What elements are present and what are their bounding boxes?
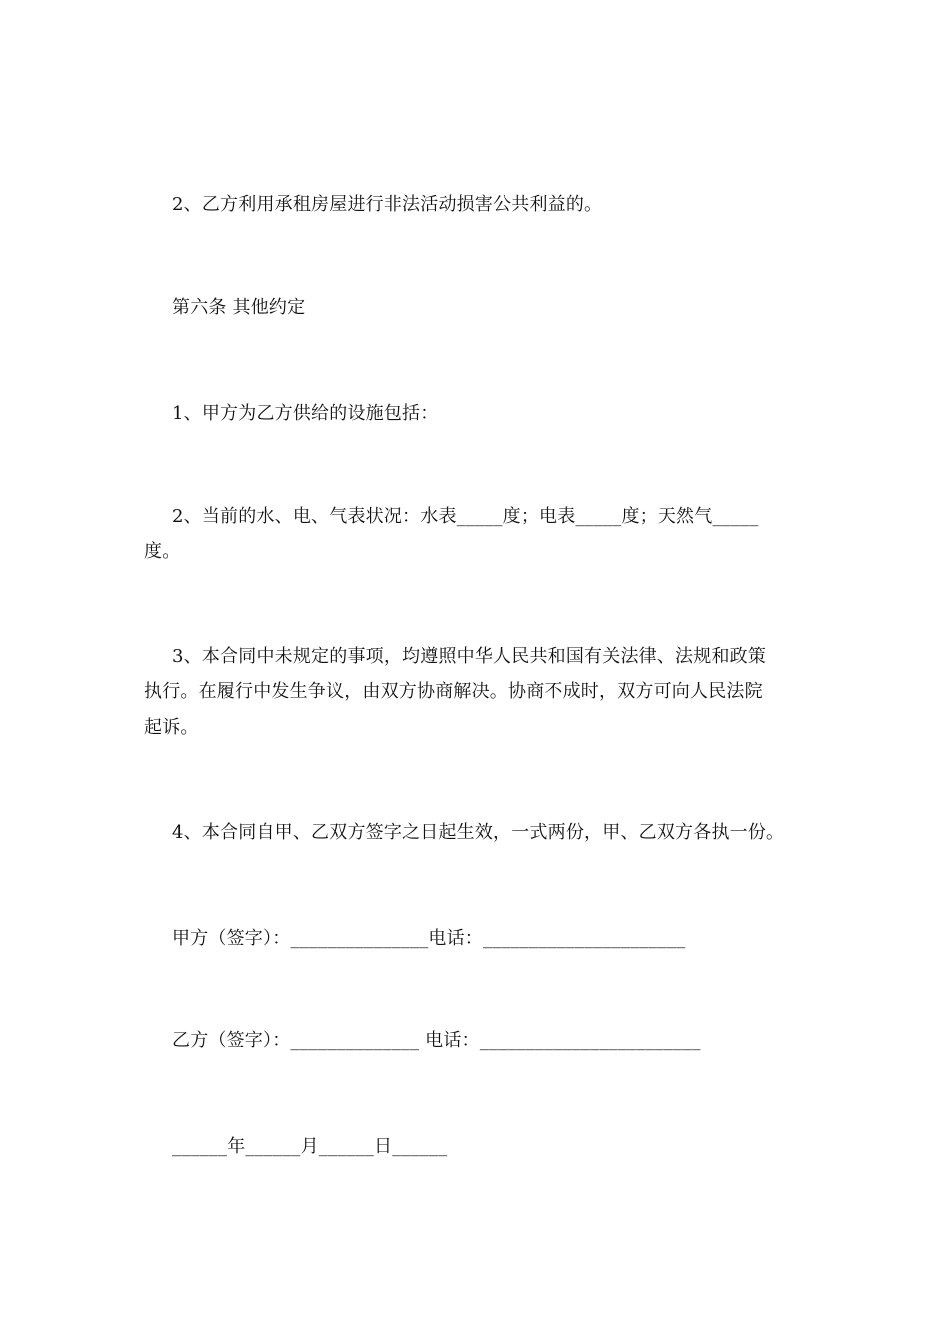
- article-6-heading: 第六条 其他约定: [172, 297, 306, 318]
- item-3-line-3: 起诉。: [144, 717, 199, 738]
- item-4-effective: 4、本合同自甲、乙双方签字之日起生效，一式两份，甲、乙双方各执一份。: [172, 822, 785, 843]
- date-line: ______年______月______日______: [172, 1136, 448, 1157]
- item-2-meter-status-line-2: 度。: [144, 541, 181, 562]
- clause-2-termination: 2、乙方利用承租房屋进行非法活动损害公共利益的。: [172, 194, 603, 215]
- item-2-meter-status-line-1: 2、当前的水、电、气表状况：水表_____度；电表_____度；天然气_____: [172, 506, 759, 527]
- item-3-line-1: 3、本合同中未规定的事项，均遵照中华人民共和国有关法律、法规和政策: [172, 646, 767, 667]
- item-3-line-2: 执行。在履行中发生争议，由双方协商解决。协商不成时，双方可向人民法院: [144, 681, 763, 702]
- item-1-facilities: 1、甲方为乙方供给的设施包括：: [172, 403, 439, 424]
- party-a-signature-line: 甲方（签字）：_______________电话：______________________: [172, 928, 686, 949]
- party-b-signature-line: 乙方（签字）：______________ 电话：________________________: [172, 1030, 701, 1051]
